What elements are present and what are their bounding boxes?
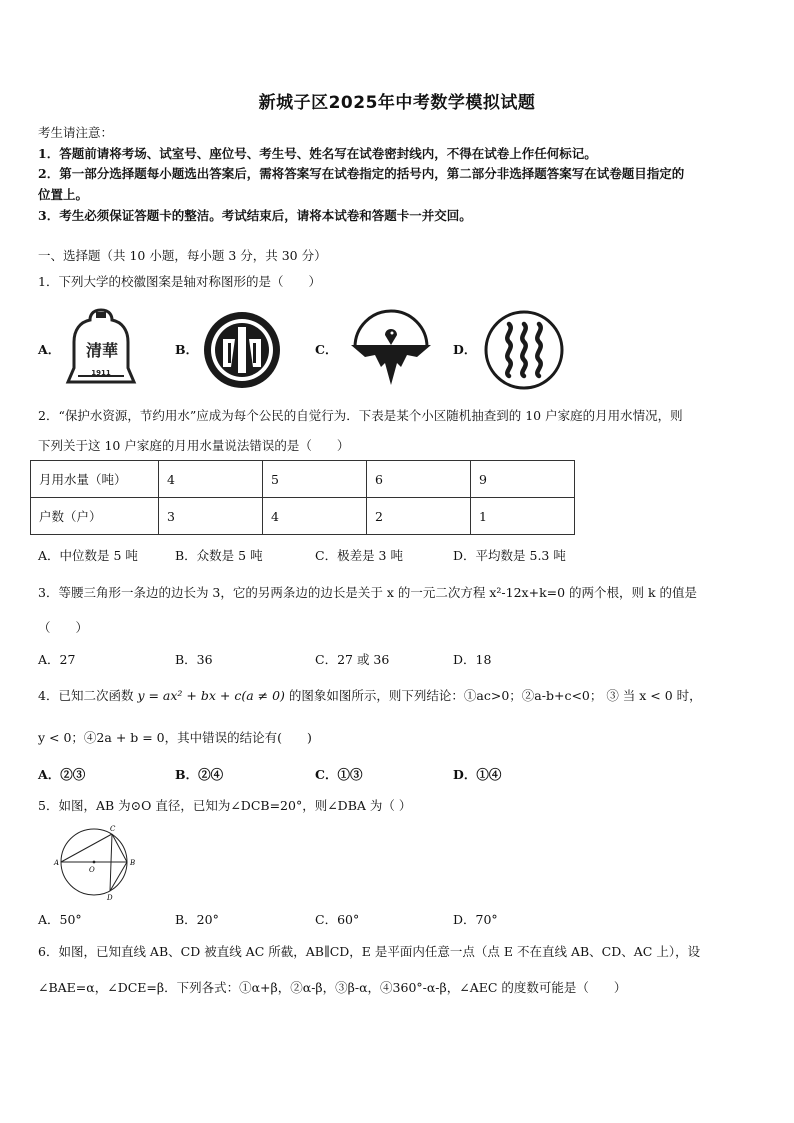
table-header-usage: 月用水量（吨） (31, 461, 159, 498)
q2-option-a: A．中位数是 5 吨 (38, 548, 138, 563)
notice-item-1: 1．答题前请将考场、试室号、座位号、考生号、姓名写在试卷密封线内，不得在试卷上作任何标记。 (38, 146, 597, 161)
q5-option-c: C．60° (315, 912, 360, 927)
round-seal-logo-icon (201, 309, 283, 391)
q2-stem-line2: 下列关于这 10 户家庭的月用水量说法错误的是（ ） (38, 438, 350, 453)
q1-label-d: D． (453, 342, 477, 357)
notice-item-2-cont: 位置上。 (38, 187, 89, 202)
svg-text:清: 清 (86, 341, 103, 360)
q4-stem-suffix: 的图象如图所示，则下列结论：①ac>0；②a-b+c<0； ③ 当 x < 0 时， (288, 688, 702, 703)
q5-option-a: A．50° (38, 912, 82, 927)
point-label-a: A (54, 859, 60, 867)
section-heading: 一、选择题（共 10 小题，每小题 3 分，共 30 分） (38, 248, 327, 263)
q4-stem-line2: y < 0；④2a + b = 0，其中错误的结论有( ) (38, 730, 312, 745)
table-cell: 3 (159, 498, 263, 535)
q1-label-b: B． (175, 342, 199, 357)
q3-stem-line1: 3．等腰三角形一条边的边长为 3，它的另两条边的边长是关于 x 的一元二次方程 x²-12x+k=0 的两个根，则 k 的值是 (38, 585, 698, 600)
q1-stem: 1．下列大学的校徽图案是轴对称图形的是（ ） (38, 274, 321, 289)
table-cell: 9 (471, 461, 575, 498)
q6-stem-line1: 6．如图，已知直线 AB、CD 被直线 AC 所截，AB∥CD，E 是平面内任意一点（点 E 不在直线 AB、CD、AC 上），设 (38, 944, 701, 959)
q5-option-d: D．70° (453, 912, 498, 927)
q2-option-d: D．平均数是 5.3 吨 (453, 548, 566, 563)
q4-stem-line1 (38, 686, 702, 704)
table-cell: 6 (367, 461, 471, 498)
eagle-logo-icon (347, 305, 435, 389)
table-row (31, 498, 575, 535)
notice-heading: 考生请注意： (38, 125, 114, 140)
point-label-d: D (107, 894, 113, 902)
table-cell: 2 (367, 498, 471, 535)
q1-label-a: A． (38, 342, 61, 357)
q3-option-d: D．18 (453, 652, 492, 667)
q4-option-d: D．①④ (453, 767, 502, 782)
q3-stem-line2: （ ） (38, 620, 89, 635)
table-row (31, 461, 575, 498)
q5-option-b: B．20° (175, 912, 219, 927)
point-label-c: C (110, 825, 116, 833)
table-cell: 4 (263, 498, 367, 535)
svg-text:華: 華 (102, 341, 119, 360)
q4-formula: y = ax² + bx + c(a ≠ 0) (137, 688, 285, 703)
q4-option-b: B．②④ (175, 767, 224, 782)
q4-option-a: A．②③ (38, 767, 86, 782)
q3-option-a: A．27 (38, 652, 76, 667)
q3-option-c: C．27 或 36 (315, 652, 390, 667)
q1-label-c: C． (315, 342, 338, 357)
q2-option-c: C．极差是 3 吨 (315, 548, 403, 563)
table-header-households: 户数（户） (31, 498, 159, 535)
bell-logo-icon (62, 306, 140, 390)
wave-logo-icon (482, 308, 566, 392)
table-cell: 5 (263, 461, 367, 498)
q4-stem-prefix: 4．已知二次函数 (38, 688, 134, 703)
point-label-b: B (130, 859, 136, 867)
notice-item-2: 2．第一部分选择题每小题选出答案后，需将答案写在试卷指定的括号内，第二部分非选择题答案写在试卷题目指定的 (38, 166, 685, 181)
q2-option-b: B．众数是 5 吨 (175, 548, 263, 563)
q5-stem: 5．如图，AB 为⊙O 直径，已知为∠DCB=20°，则∠DBA 为（ ） (38, 798, 412, 813)
q3-option-b: B．36 (175, 652, 213, 667)
notice-item-3: 3．考生必须保证答题卡的整洁。考试结束后，请将本试卷和答题卡一并交回。 (38, 208, 472, 223)
q4-option-c: C．①③ (315, 767, 363, 782)
bell-logo-year: 1911 (91, 369, 111, 377)
water-usage-table (30, 460, 575, 535)
table-cell: 1 (471, 498, 575, 535)
q2-stem-line1: 2．“保护水资源，节约用水”应成为每个公民的自觉行为．下表是某个小区随机抽查到的 10 户家庭的月用水情况，则 (38, 408, 683, 423)
table-cell: 4 (159, 461, 263, 498)
circle-diagram (52, 822, 142, 902)
point-label-o: O (89, 866, 95, 874)
q6-stem-line2: ∠BAE=α，∠DCE=β．下列各式：①α+β，②α-β，③β-α，④360°-α-β，∠AEC 的度数可能是（ ） (38, 980, 627, 995)
page-title: 新城子区2025年中考数学模拟试题 (258, 93, 536, 113)
